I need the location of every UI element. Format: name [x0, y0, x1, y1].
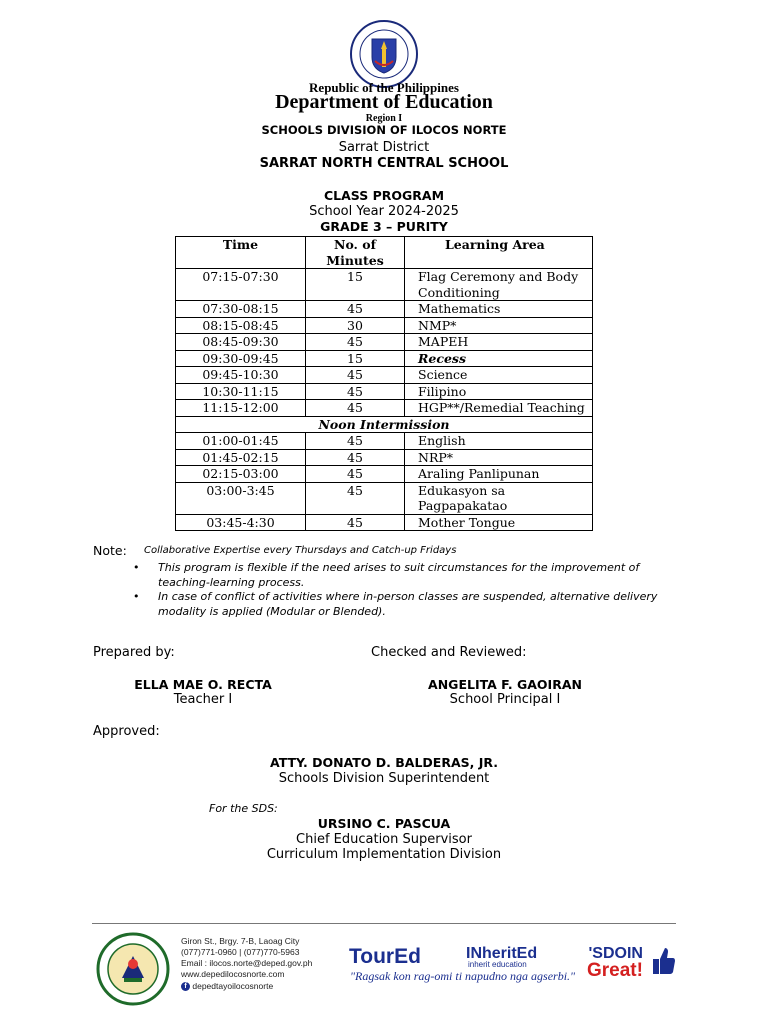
prepared-name: ELLA MAE O. RECTA	[134, 677, 272, 692]
time-cell: 11:15-12:00	[176, 400, 306, 417]
time-cell: 07:15-07:30	[176, 269, 306, 301]
facebook-icon: f	[181, 982, 190, 991]
footer-phone: (077)771-0960 | (077)770-5963	[181, 947, 300, 957]
minutes-cell: 15	[306, 350, 405, 367]
note-line: Collaborative Expertise every Thursdays and Catch-up Fridays	[144, 545, 457, 556]
minutes-cell: 45	[306, 383, 405, 400]
table-row	[176, 400, 593, 417]
time-cell: 08:15-08:45	[176, 317, 306, 334]
afternoon-rows	[176, 433, 593, 531]
minutes-cell: 45	[306, 334, 405, 351]
table-row	[176, 269, 593, 301]
learning-area-cell: NRP*	[405, 449, 593, 466]
learning-area-cell: Edukasyon sa Pagpapakatao	[405, 482, 593, 514]
prepared-label: Prepared by:	[93, 645, 175, 660]
header-learning-area: Learning Area	[405, 237, 593, 269]
note-bullet-2-dot: •	[133, 590, 140, 603]
table-row	[176, 350, 593, 367]
table-row	[176, 449, 593, 466]
time-cell: 09:45-10:30	[176, 367, 306, 384]
sdoin-great-logo	[587, 945, 643, 979]
footer-website[interactable]: www.depedilocosnorte.com	[181, 969, 285, 979]
table-row	[176, 383, 593, 400]
sdoin-text: 'SDOIN	[588, 945, 643, 962]
great-text: Great!	[587, 960, 643, 981]
minutes-cell: 15	[306, 269, 405, 301]
region-line: Region I	[365, 113, 403, 124]
table-row	[176, 334, 593, 351]
note-bullet-1-dot: •	[133, 561, 140, 574]
minutes-cell: 45	[306, 367, 405, 384]
republic-line: Republic of the Philippines	[309, 80, 459, 95]
table-row	[176, 433, 593, 450]
learning-area-cell: HGP**/Remedial Teaching	[405, 400, 593, 417]
division-line: SCHOOLS DIVISION OF ILOCOS NORTE	[261, 123, 507, 137]
note-bullet-2: In case of conflict of activities where in-person classes are suspended, alternative delivery modality is applied (Modular or Blended).	[158, 590, 658, 618]
table-row	[176, 301, 593, 318]
division-tagline: "Ragsak kon rag-omi ti napudno nga agserbi."	[350, 969, 576, 983]
school-year: School Year 2024-2025	[309, 204, 459, 219]
division-seal-logo	[96, 932, 170, 1006]
prepared-title: Teacher I	[173, 692, 233, 707]
minutes-cell: 45	[306, 514, 405, 531]
inherited-logo: INheritEd	[466, 945, 538, 962]
noon-row	[176, 416, 593, 433]
learning-area-cell: Science	[405, 367, 593, 384]
learning-area-cell: Araling Panlipunan	[405, 466, 593, 483]
minutes-cell: 45	[306, 433, 405, 450]
table-row	[176, 367, 593, 384]
footer-divider	[92, 923, 676, 924]
learning-area-cell: MAPEH	[405, 334, 593, 351]
header-time: Time	[176, 237, 306, 269]
sds-name: URSINO C. PASCUA	[317, 816, 451, 831]
for-sds-label: For the SDS:	[209, 802, 278, 815]
learning-area-cell: Filipino	[405, 383, 593, 400]
footer-facebook-row[interactable]	[181, 981, 273, 992]
time-cell: 07:30-08:15	[176, 301, 306, 318]
class-program-table	[175, 236, 593, 531]
district-line: Sarrat District	[338, 140, 430, 155]
learning-area-cell: Mathematics	[405, 301, 593, 318]
note-label: Note:	[93, 543, 127, 558]
minutes-cell: 45	[306, 449, 405, 466]
thumbs-up-icon	[652, 946, 676, 976]
header-minutes: No. of Minutes	[306, 237, 405, 269]
checked-label: Checked and Reviewed:	[371, 645, 527, 660]
approved-label: Approved:	[93, 724, 160, 739]
approved-title: Schools Division Superintendent	[278, 771, 490, 786]
minutes-cell: 30	[306, 317, 405, 334]
minutes-cell: 45	[306, 482, 405, 514]
recess-label: Recess	[418, 350, 466, 366]
table-row	[176, 514, 593, 531]
learning-area-cell: NMP*	[405, 317, 593, 334]
minutes-cell: 45	[306, 466, 405, 483]
sds-title-2: Curriculum Implementation Division	[266, 847, 502, 862]
approved-name: ATTY. DONATO D. BALDERAS, JR.	[269, 755, 498, 770]
time-cell: 09:30-09:45	[176, 350, 306, 367]
time-cell: 01:45-02:15	[176, 449, 306, 466]
sds-title-1: Chief Education Supervisor	[296, 832, 472, 847]
table-row	[176, 466, 593, 483]
time-cell: 01:00-01:45	[176, 433, 306, 450]
note-bullet-1: This program is flexible if the need arises to suit circumstances for the improvement of teaching-learning process.	[158, 561, 640, 589]
toured-logo: TourEd	[349, 945, 421, 968]
footer-address: Giron St., Brgy. 7-B, Laoag City	[181, 936, 300, 946]
table-row	[176, 317, 593, 334]
learning-area-cell	[405, 350, 593, 367]
learning-area-cell: Flag Ceremony and Body Conditioning	[405, 269, 593, 301]
grade-section: GRADE 3 – PURITY	[320, 219, 448, 234]
table-row	[176, 482, 593, 514]
footer-facebook: depedtayoilocosnorte	[192, 981, 274, 991]
class-program-title: CLASS PROGRAM	[323, 188, 445, 203]
school-name: SARRAT NORTH CENTRAL SCHOOL	[259, 156, 509, 171]
checked-name: ANGELITA F. GAOIRAN	[428, 677, 582, 692]
morning-rows	[176, 269, 593, 417]
time-cell: 02:15-03:00	[176, 466, 306, 483]
minutes-cell: 45	[306, 400, 405, 417]
time-cell: 03:45-4:30	[176, 514, 306, 531]
noon-intermission: Noon Intermission	[176, 416, 593, 433]
time-cell: 03:00-3:45	[176, 482, 306, 514]
table-header-row	[176, 237, 593, 269]
checked-title: School Principal I	[449, 692, 561, 707]
minutes-cell: 45	[306, 301, 405, 318]
footer-email[interactable]: Email : ilocos.norte@deped.gov.ph	[181, 958, 313, 968]
deped-seal-logo	[349, 19, 419, 89]
learning-area-cell: Mother Tongue	[405, 514, 593, 531]
time-cell: 10:30-11:15	[176, 383, 306, 400]
time-cell: 08:45-09:30	[176, 334, 306, 351]
department-title: Department of Education	[275, 91, 493, 113]
learning-area-cell: English	[405, 433, 593, 450]
inherited-sub: inherit education	[468, 960, 527, 969]
